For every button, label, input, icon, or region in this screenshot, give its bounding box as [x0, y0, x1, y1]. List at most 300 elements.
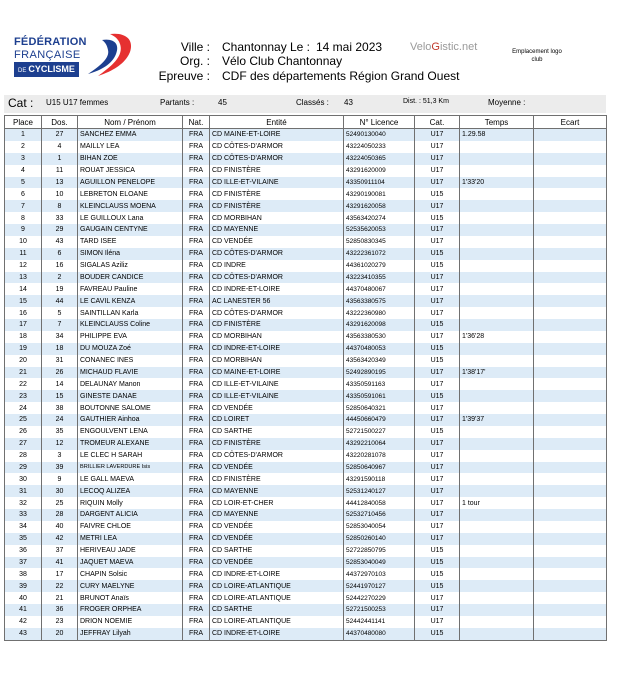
cat-value: U15 U17 femmes	[46, 98, 109, 107]
header-nom-prenom: Nom / Prénom	[78, 116, 183, 129]
cell-licence: 43220281078	[344, 450, 415, 462]
cell-nationalite: FRA	[183, 129, 210, 141]
table-row	[5, 200, 607, 212]
cell-place: 13	[5, 272, 42, 284]
cell-licence: 52531240127	[344, 485, 415, 497]
cell-ecart	[534, 165, 607, 177]
org-label: Org. :	[179, 54, 210, 68]
cell-ecart	[534, 212, 607, 224]
cell-dossard: 34	[42, 331, 78, 343]
cell-entite: CD INDRE	[210, 260, 344, 272]
cell-nom-prenom: PHILIPPE EVA	[78, 331, 183, 343]
cell-place: 37	[5, 557, 42, 569]
cell-entite: CD MORBIHAN	[210, 331, 344, 343]
table-row	[5, 283, 607, 295]
cell-dossard: 9	[42, 473, 78, 485]
cell-nom-prenom: GINESTE DANAE	[78, 390, 183, 402]
cell-dossard: 20	[42, 628, 78, 640]
cell-place: 18	[5, 331, 42, 343]
cell-nationalite: FRA	[183, 497, 210, 509]
cell-nom-prenom: TARD ISEE	[78, 236, 183, 248]
cell-licence: 43291590118	[344, 473, 415, 485]
cell-categorie: U17	[415, 141, 460, 153]
table-body	[5, 129, 607, 641]
header-licence: N° Licence	[344, 116, 415, 129]
cell-entite: CD MORBIHAN	[210, 355, 344, 367]
cell-licence: 52442441141	[344, 616, 415, 628]
table-row	[5, 414, 607, 426]
cell-nom-prenom: LECOQ ALIZEA	[78, 485, 183, 497]
cell-ecart	[534, 497, 607, 509]
cell-licence: 43223410355	[344, 272, 415, 284]
table-row	[5, 367, 607, 379]
cell-place: 5	[5, 177, 42, 189]
cell-entite: CD FINISTÈRE	[210, 319, 344, 331]
cell-dossard: 24	[42, 414, 78, 426]
cell-entite: CD LOIRE-ATLANTIQUE	[210, 592, 344, 604]
cell-place: 29	[5, 462, 42, 474]
cell-temps	[460, 153, 534, 165]
cell-temps	[460, 592, 534, 604]
cell-entite: CD MORBIHAN	[210, 212, 344, 224]
brand-prefix: Velo	[410, 41, 432, 53]
cell-ecart	[534, 331, 607, 343]
cell-temps	[460, 402, 534, 414]
table-row	[5, 390, 607, 402]
cell-nationalite: FRA	[183, 378, 210, 390]
velogistic-brand	[410, 41, 477, 53]
table-row	[5, 343, 607, 355]
cell-nationalite: FRA	[183, 450, 210, 462]
cell-place: 9	[5, 224, 42, 236]
classes-value: 43	[344, 98, 353, 107]
cell-temps	[460, 545, 534, 557]
cell-nationalite: FRA	[183, 402, 210, 414]
cell-entite: CD MAYENNE	[210, 224, 344, 236]
cell-licence: 43290190081	[344, 188, 415, 200]
cell-dossard: 27	[42, 129, 78, 141]
header-categorie: Cat.	[415, 116, 460, 129]
org-value: Vélo Club Chantonnay	[222, 54, 343, 68]
cell-dossard: 4	[42, 141, 78, 153]
cell-nom-prenom: JEFFRAY Lilyah	[78, 628, 183, 640]
cell-ecart	[534, 367, 607, 379]
cell-entite: CD CÔTES-D'ARMOR	[210, 141, 344, 153]
cell-temps	[460, 426, 534, 438]
cell-entite: CD ILLE-ET-VILAINE	[210, 390, 344, 402]
cell-ecart	[534, 153, 607, 165]
cell-place: 1	[5, 129, 42, 141]
cell-ecart	[534, 307, 607, 319]
cell-ecart	[534, 248, 607, 260]
cell-dossard: 6	[42, 248, 78, 260]
ville-value: Chantonnay	[222, 40, 287, 54]
cell-categorie: U17	[415, 165, 460, 177]
cell-temps	[460, 200, 534, 212]
cell-licence: 52853040054	[344, 521, 415, 533]
cell-nationalite: FRA	[183, 414, 210, 426]
cell-licence: 44370480080	[344, 628, 415, 640]
cell-categorie: U15	[415, 343, 460, 355]
cell-temps	[460, 580, 534, 592]
table-row	[5, 497, 607, 509]
cell-temps: 1'38'17'	[460, 367, 534, 379]
cell-temps	[460, 283, 534, 295]
cell-temps: 1 tour	[460, 497, 534, 509]
cell-nom-prenom: METRI LEA	[78, 533, 183, 545]
cell-dossard: 12	[42, 438, 78, 450]
cell-dossard: 44	[42, 295, 78, 307]
cell-ecart	[534, 426, 607, 438]
cell-categorie: U17	[415, 521, 460, 533]
table-row	[5, 592, 607, 604]
cell-dossard: 38	[42, 402, 78, 414]
distance: Dist. : 51,3 Km	[403, 98, 449, 105]
cell-dossard: 35	[42, 426, 78, 438]
cell-categorie: U17	[415, 402, 460, 414]
table-row	[5, 580, 607, 592]
cell-nom-prenom: BIHAN ZOE	[78, 153, 183, 165]
cell-categorie: U17	[415, 200, 460, 212]
cell-nom-prenom: MAILLY LEA	[78, 141, 183, 153]
cell-categorie: U17	[415, 378, 460, 390]
brand-suffix: istic.net	[439, 41, 478, 53]
table-row	[5, 177, 607, 189]
cell-entite: CD FINISTÈRE	[210, 473, 344, 485]
cell-nom-prenom: FROGER ORPHEA	[78, 604, 183, 616]
cell-nom-prenom: HERIVEAU JADE	[78, 545, 183, 557]
cell-temps	[460, 450, 534, 462]
cell-nationalite: FRA	[183, 319, 210, 331]
cell-dossard: 22	[42, 580, 78, 592]
cell-temps	[460, 604, 534, 616]
cell-ecart	[534, 533, 607, 545]
cell-ecart	[534, 343, 607, 355]
cell-nationalite: FRA	[183, 545, 210, 557]
cell-nom-prenom: RIQUIN Molly	[78, 497, 183, 509]
cell-temps	[460, 307, 534, 319]
cell-place: 35	[5, 533, 42, 545]
cell-dossard: 19	[42, 283, 78, 295]
cell-nationalite: FRA	[183, 462, 210, 474]
cell-entite: CD FINISTÈRE	[210, 200, 344, 212]
table-row	[5, 319, 607, 331]
cell-nationalite: FRA	[183, 426, 210, 438]
cell-nationalite: FRA	[183, 283, 210, 295]
cell-categorie: U17	[415, 307, 460, 319]
logo-line2: FRANÇAISE	[14, 49, 81, 61]
cell-temps	[460, 485, 534, 497]
cat-label: Cat :	[8, 96, 34, 110]
cell-temps	[460, 319, 534, 331]
cell-licence: 52850830345	[344, 236, 415, 248]
cell-place: 26	[5, 426, 42, 438]
cell-nationalite: FRA	[183, 248, 210, 260]
cell-nationalite: FRA	[183, 568, 210, 580]
cell-place: 28	[5, 450, 42, 462]
cell-categorie: U17	[415, 509, 460, 521]
cell-licence: 43291620009	[344, 165, 415, 177]
cell-place: 4	[5, 165, 42, 177]
cell-temps: 1'39'37	[460, 414, 534, 426]
cell-entite: CD INDRE-ET-LOIRE	[210, 343, 344, 355]
cell-nom-prenom: KLEINCLAUSS Coline	[78, 319, 183, 331]
cell-categorie: U17	[415, 450, 460, 462]
cell-categorie: U17	[415, 129, 460, 141]
cell-nationalite: FRA	[183, 188, 210, 200]
cell-licence: 52442270229	[344, 592, 415, 604]
cell-nom-prenom: CURY MAELYNE	[78, 580, 183, 592]
cell-dossard: 30	[42, 485, 78, 497]
cell-ecart	[534, 473, 607, 485]
cell-nationalite: FRA	[183, 521, 210, 533]
cell-licence: 43222361072	[344, 248, 415, 260]
cell-licence: 43222360980	[344, 307, 415, 319]
cell-nationalite: FRA	[183, 628, 210, 640]
table-row	[5, 248, 607, 260]
cell-dossard: 11	[42, 165, 78, 177]
partants-label: Partants :	[160, 98, 195, 107]
cell-entite: CD LOIRET	[210, 414, 344, 426]
cell-nationalite: FRA	[183, 272, 210, 284]
cell-dossard: 13	[42, 177, 78, 189]
cell-nom-prenom: DARGENT ALICIA	[78, 509, 183, 521]
cell-categorie: U17	[415, 367, 460, 379]
ffc-logo	[12, 30, 132, 86]
cell-nationalite: FRA	[183, 616, 210, 628]
cell-ecart	[534, 557, 607, 569]
cell-dossard: 33	[42, 212, 78, 224]
logo-swoosh-icon	[80, 30, 136, 80]
cell-nationalite: FRA	[183, 533, 210, 545]
cell-ecart	[534, 188, 607, 200]
cell-nom-prenom: SAINTILLAN Karla	[78, 307, 183, 319]
cell-ecart	[534, 141, 607, 153]
cell-place: 36	[5, 545, 42, 557]
cell-licence: 43291620058	[344, 200, 415, 212]
cell-nom-prenom: LEBRETON ELOANE	[78, 188, 183, 200]
cell-nom-prenom: LE GUILLOUX Lana	[78, 212, 183, 224]
cell-categorie: U17	[415, 616, 460, 628]
cell-dossard: 3	[42, 450, 78, 462]
cell-ecart	[534, 545, 607, 557]
cell-place: 24	[5, 402, 42, 414]
cell-place: 15	[5, 295, 42, 307]
cell-ecart	[534, 378, 607, 390]
cell-entite: CD LOIR-ET-CHER	[210, 497, 344, 509]
cell-categorie: U15	[415, 390, 460, 402]
cell-categorie: U15	[415, 188, 460, 200]
cell-place: 43	[5, 628, 42, 640]
cell-entite: CD VENDÉE	[210, 462, 344, 474]
cell-place: 11	[5, 248, 42, 260]
cell-place: 12	[5, 260, 42, 272]
cell-categorie: U17	[415, 153, 460, 165]
table-row	[5, 438, 607, 450]
table-row	[5, 165, 607, 177]
cell-ecart	[534, 616, 607, 628]
epreuve-label: Epreuve :	[158, 69, 210, 83]
cell-nom-prenom: DRION NOEMIE	[78, 616, 183, 628]
cell-temps: 1'36'28	[460, 331, 534, 343]
cell-licence: 44370480067	[344, 283, 415, 295]
cell-ecart	[534, 485, 607, 497]
table-row	[5, 521, 607, 533]
cell-temps	[460, 260, 534, 272]
cell-entite: CD MAYENNE	[210, 485, 344, 497]
table-row	[5, 628, 607, 640]
table-row	[5, 545, 607, 557]
cell-temps	[460, 509, 534, 521]
cell-nom-prenom: BOUDER CANDICE	[78, 272, 183, 284]
cell-nationalite: FRA	[183, 295, 210, 307]
cell-nom-prenom: LE CAVIL KENZA	[78, 295, 183, 307]
cell-licence: 52492890195	[344, 367, 415, 379]
cell-nationalite: FRA	[183, 236, 210, 248]
cell-nationalite: FRA	[183, 260, 210, 272]
cell-ecart	[534, 272, 607, 284]
header-dossard: Dos.	[42, 116, 78, 129]
cell-temps	[460, 438, 534, 450]
cell-categorie: U17	[415, 592, 460, 604]
cell-licence: 52721500253	[344, 604, 415, 616]
classes-label: Classés :	[296, 98, 329, 107]
cell-categorie: U17	[415, 414, 460, 426]
cell-entite: CD CÔTES-D'ARMOR	[210, 450, 344, 462]
cell-nom-prenom: GAUGAIN CENTYNE	[78, 224, 183, 236]
cell-place: 17	[5, 319, 42, 331]
cell-categorie: U15	[415, 545, 460, 557]
cell-place: 40	[5, 592, 42, 604]
table-row	[5, 331, 607, 343]
cell-ecart	[534, 580, 607, 592]
cell-nationalite: FRA	[183, 509, 210, 521]
cell-licence: 43350591163	[344, 378, 415, 390]
cell-entite: CD INDRE-ET-LOIRE	[210, 283, 344, 295]
cell-dossard: 29	[42, 224, 78, 236]
cell-nationalite: FRA	[183, 165, 210, 177]
cell-licence: 43563420274	[344, 212, 415, 224]
cell-entite: CD CÔTES-D'ARMOR	[210, 272, 344, 284]
cell-dossard: 10	[42, 188, 78, 200]
cell-entite: CD VENDÉE	[210, 236, 344, 248]
cell-dossard: 21	[42, 592, 78, 604]
cell-place: 31	[5, 485, 42, 497]
cell-nom-prenom: KLEINCLAUSS MOENA	[78, 200, 183, 212]
date-value: 14 mai 2023	[316, 40, 383, 54]
table-row	[5, 473, 607, 485]
cell-dossard: 17	[42, 568, 78, 580]
cell-nom-prenom: SANCHEZ EMMA	[78, 129, 183, 141]
cell-dossard: 2	[42, 272, 78, 284]
cell-categorie: U17	[415, 462, 460, 474]
cell-ecart	[534, 521, 607, 533]
table-row	[5, 188, 607, 200]
cell-place: 23	[5, 390, 42, 402]
cell-dossard: 1	[42, 153, 78, 165]
cell-place: 32	[5, 497, 42, 509]
cell-temps	[460, 236, 534, 248]
cell-ecart	[534, 390, 607, 402]
cell-nom-prenom: ROUAT JESSICA	[78, 165, 183, 177]
cell-temps	[460, 533, 534, 545]
cell-licence: 43292210064	[344, 438, 415, 450]
cell-dossard: 15	[42, 390, 78, 402]
cell-ecart	[534, 402, 607, 414]
cell-place: 27	[5, 438, 42, 450]
cell-nom-prenom: SIMON Iléna	[78, 248, 183, 260]
logo-line3-text: CYCLISME	[28, 64, 75, 74]
table-row	[5, 402, 607, 414]
club-logo-placeholder: Emplacement logo club	[512, 49, 562, 63]
cell-dossard: 41	[42, 557, 78, 569]
cell-place: 16	[5, 307, 42, 319]
cell-entite: CD CÔTES-D'ARMOR	[210, 153, 344, 165]
cell-temps: 1'33'20	[460, 177, 534, 189]
cell-nationalite: FRA	[183, 438, 210, 450]
cell-dossard: 39	[42, 462, 78, 474]
cell-ecart	[534, 319, 607, 331]
cell-dossard: 26	[42, 367, 78, 379]
cell-entite: CD VENDÉE	[210, 533, 344, 545]
cell-nom-prenom: FAVREAU Pauline	[78, 283, 183, 295]
cell-licence: 44412840058	[344, 497, 415, 509]
header-temps: Temps	[460, 116, 534, 129]
cell-nationalite: FRA	[183, 604, 210, 616]
table-row	[5, 153, 607, 165]
cell-entite: CD VENDÉE	[210, 521, 344, 533]
cell-categorie: U15	[415, 580, 460, 592]
cell-nationalite: FRA	[183, 141, 210, 153]
cell-licence: 52490130040	[344, 129, 415, 141]
cell-ecart	[534, 283, 607, 295]
table-row	[5, 129, 607, 141]
cell-categorie: U17	[415, 236, 460, 248]
cell-place: 6	[5, 188, 42, 200]
cell-temps	[460, 295, 534, 307]
cell-licence: 43563420349	[344, 355, 415, 367]
cell-nom-prenom: CONANEC INES	[78, 355, 183, 367]
table-row	[5, 272, 607, 284]
table-row	[5, 616, 607, 628]
table-row	[5, 141, 607, 153]
cell-nom-prenom: MICHAUD FLAVIE	[78, 367, 183, 379]
cell-categorie: U15	[415, 355, 460, 367]
table-row	[5, 307, 607, 319]
cell-temps	[460, 248, 534, 260]
cell-categorie: U17	[415, 497, 460, 509]
table-row	[5, 533, 607, 545]
cell-ecart	[534, 628, 607, 640]
cell-place: 25	[5, 414, 42, 426]
cell-entite: CD VENDÉE	[210, 557, 344, 569]
cell-ecart	[534, 224, 607, 236]
cell-categorie: U17	[415, 272, 460, 284]
cell-dossard: 36	[42, 604, 78, 616]
table-row	[5, 509, 607, 521]
cell-nationalite: FRA	[183, 200, 210, 212]
cell-nationalite: FRA	[183, 473, 210, 485]
cell-temps	[460, 462, 534, 474]
cell-place: 2	[5, 141, 42, 153]
cell-licence: 52441970127	[344, 580, 415, 592]
cell-temps	[460, 521, 534, 533]
cell-entite: CD VENDÉE	[210, 402, 344, 414]
cell-dossard: 43	[42, 236, 78, 248]
table-row	[5, 260, 607, 272]
epreuve-value: CDF des départements Région Grand Ouest	[222, 69, 460, 83]
cell-nom-prenom: TROMEUR ALEXANE	[78, 438, 183, 450]
